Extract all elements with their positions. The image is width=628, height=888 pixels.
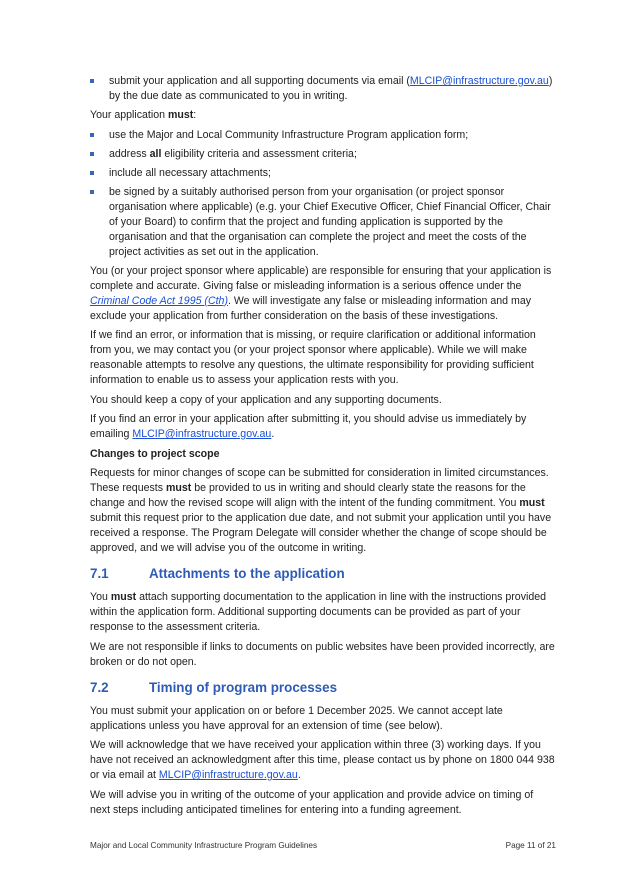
section-number: 7.1 <box>90 566 109 581</box>
outcome-paragraph: We will advise you in writing of the outcome of your application and provide advice on timing of next steps including anticipated timelines for entering into a funding agreement. <box>90 788 534 816</box>
bold-text: all <box>149 147 162 160</box>
responsibility-paragraph <box>90 264 556 324</box>
bold-text: must <box>165 482 192 494</box>
list-item <box>90 128 556 143</box>
bullet-square-icon <box>90 79 94 83</box>
links-paragraph: We are not responsible if links to documents on public websites have been provided incorrectly, are broken or do not open. <box>90 640 555 668</box>
list-item-text: eligibility criteria and assessment criteria; <box>161 147 357 160</box>
section-heading-7-2 <box>90 679 556 697</box>
text: . <box>271 428 275 440</box>
list-item-text: address <box>109 147 150 160</box>
scope-paragraph <box>90 466 556 556</box>
text: submit this request prior to the application due date, and not submit your application until you have received a response. The Program Delegate will consider whether the change of scope should be approved, and we will advise you of the outcome in writing. <box>90 512 552 554</box>
acknowledgment-paragraph <box>90 738 556 783</box>
bullet-square-icon <box>90 171 94 175</box>
list-item-text: ) by the due date as communicated to you in writing. <box>109 75 553 102</box>
footer-title: Major and Local Community Infrastructure Program Guidelines <box>90 841 318 850</box>
list-item-text: include all necessary attachments; <box>109 166 271 179</box>
section-number: 7.2 <box>90 679 109 695</box>
document-page <box>90 74 556 822</box>
text: Requests for minor changes of scope can be submitted for consideration in limited circumstances. These requests <box>90 467 549 494</box>
bullet-square-icon <box>90 190 94 194</box>
text: attach supporting documentation to the application in line with the instructions provided within the application form. Additional supporting documents can be provided as part of your response to the assessment criteria. <box>90 591 547 633</box>
bold-text: must <box>167 109 194 121</box>
text: : <box>193 109 197 121</box>
page-footer <box>90 841 556 850</box>
list-item-text: be signed by a suitably authorised person from your organisation (or project sponsor organisation where applicable) (e.g. your Chief Executive Officer, Chief Financial Officer, Chair of your Board) to confirm that the project and funding application is supported by the organisation and that the organisation can complete the project and meet the costs of the project activities as set out in the application. <box>109 185 551 258</box>
list-item <box>90 147 556 162</box>
requirements-list <box>90 128 556 260</box>
attachments-paragraph <box>90 590 556 635</box>
section-title: Timing of program processes <box>149 679 338 695</box>
text: . We will investigate any false or misleading information and may exclude your application from further consideration on the basis of these investigations. <box>90 294 532 322</box>
text: We will acknowledge that we have received your application within three (3) working days. If you have not received an acknowledgment after this time, please contact us by phone on 1800 044 938 or via email at <box>90 739 555 781</box>
bold-text: must <box>519 497 545 509</box>
must-intro <box>90 108 556 123</box>
text: You <box>90 591 111 603</box>
text: Your application <box>90 109 168 121</box>
list-item <box>90 166 556 181</box>
list-item-text: use the Major and Local Community Infrastructure Program application form; <box>109 128 469 141</box>
email-link[interactable]: MLCIP@infrastructure.gov.au <box>158 769 298 781</box>
error-paragraph: If we find an error, or information that is missing, or require clarification or additional information from you, we may contact you (or your project sponsor where applicable). While we will make reasonable attempts to resolve any questions, the ultimate responsibility for providing sufficient information to enable us to assess your application rests with you. <box>90 329 536 386</box>
text: . <box>297 769 301 781</box>
submission-bullet-list <box>90 74 556 104</box>
list-item <box>90 74 556 104</box>
list-item <box>90 185 556 260</box>
scope-subheading: Changes to project scope <box>90 447 220 460</box>
criminal-code-link[interactable]: Criminal Code Act 1995 (Cth) <box>90 294 228 307</box>
email-link[interactable]: MLCIP@infrastructure.gov.au <box>409 75 549 87</box>
text: be provided to us in writing and should clearly state the reasons for the change and how the revised scope will align with the intent of the funding commitment. You <box>90 482 526 509</box>
deadline-paragraph: You must submit your application on or before 1 December 2025. We cannot accept late applications unless you have approval for an extension of time (see below). <box>90 704 503 732</box>
after-submit-paragraph <box>90 412 556 442</box>
bullet-square-icon <box>90 133 94 137</box>
text: You (or your project sponsor where applicable) are responsible for ensuring that your application is complete and accurate. Giving false or misleading information is a serious offence under the <box>90 264 552 292</box>
section-heading-7-1 <box>90 565 556 583</box>
bold-text: must <box>110 591 137 603</box>
section-title: Attachments to the application <box>149 566 345 581</box>
bullet-square-icon <box>90 152 94 156</box>
email-link[interactable]: MLCIP@infrastructure.gov.au <box>132 428 272 440</box>
copy-paragraph: You should keep a copy of your application and any supporting documents. <box>90 393 442 406</box>
text: If you find an error in your application after submitting it, you should advise us immediately by emailing <box>90 413 527 440</box>
list-item-text: submit your application and all supporting documents via email ( <box>109 75 410 87</box>
page-number: Page 11 of 21 <box>505 841 556 850</box>
